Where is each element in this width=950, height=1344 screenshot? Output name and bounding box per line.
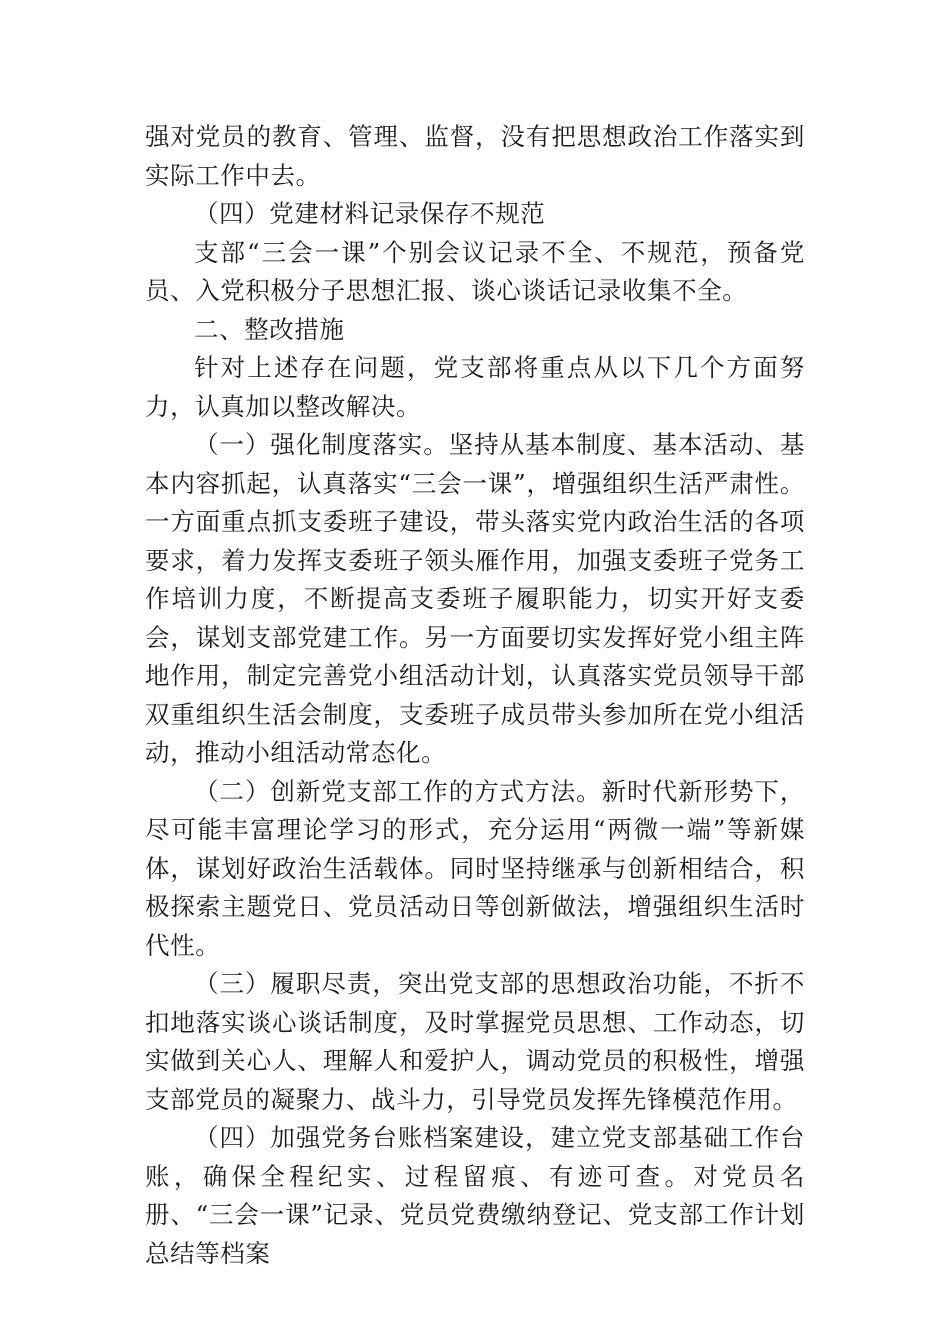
paragraph-measure-three: （三）履职尽责，突出党支部的思想政治功能，不折不扣地落实谈心谈话制度，及时掌握党员思想、工作动态，切实做到关心人、理解人和爱护人，调动党员的积极性，增强支部党员的凝聚力、战斗力，引导党员发挥先锋模范作用。	[145, 969, 805, 1114]
document-body	[145, 118, 805, 1273]
paragraph-intro: 针对上述存在问题，党支部将重点从以下几个方面努力，认真加以整改解决。	[145, 353, 805, 421]
subheading-four: （四）党建材料记录保存不规范	[194, 199, 546, 228]
paragraph-measure-two: （二）创新党支部工作的方式方法。新时代新形势下，尽可能丰富理论学习的形式，充分运用“两微一端”等新媒体，谋划好政治生活载体。同时坚持继承与创新相结合，积极探索主题党日、党员活动日等创新做法，增强组织生活时代性。	[145, 776, 805, 960]
paragraph-measure-one: （一）强化制度落实。坚持从基本制度、基本活动、基本内容抓起，认真落实“三会一课”，增强组织生活严肃性。一方面重点抓支委班子建设，带头落实党内政治生活的各项要求，着力发挥支委班子领头雁作用，加强支委班子党务工作培训力度，不断提高支委班子履职能力，切实开好支委会，谋划支部党建工作。另一方面要切实发挥好党小组主阵地作用，制定完善党小组活动计划，认真落实党员领导干部双重组织生活会制度，支委班子成员带头参加所在党小组活动，推动小组活动常态化。	[145, 430, 805, 767]
paragraph-measure-four: （四）加强党务台账档案建设，建立党支部基础工作台账，确保全程纪实、过程留痕、有迹可查。对党员名册、“三会一课”记录、党员党费缴纳登记、党支部工作计划总结等档案	[145, 1123, 805, 1268]
section-heading-measures: 二、整改措施	[194, 314, 345, 344]
paragraph-continuation: 强对党员的教育、管理、监督，没有把思想政治工作落实到实际工作中去。	[145, 122, 805, 190]
paragraph-records: 支部“三会一课”个别会议记录不全、不规范，预备党员、入党积极分子思想汇报、谈心谈话记录收集不全。	[145, 237, 805, 305]
